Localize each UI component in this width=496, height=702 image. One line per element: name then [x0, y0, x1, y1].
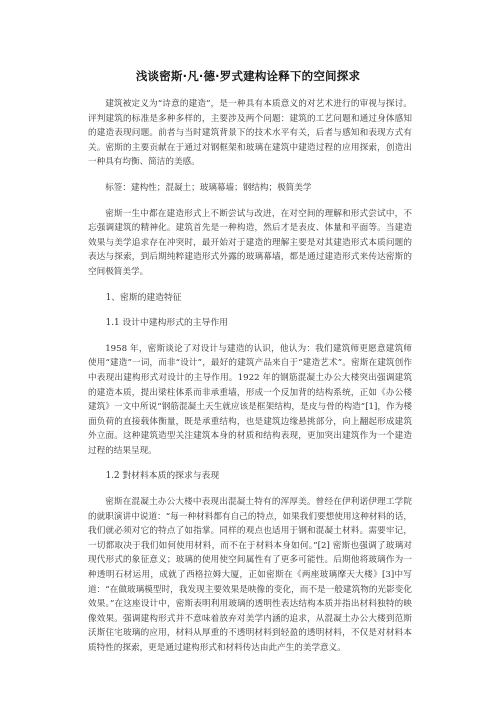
intro-paragraph: 密斯一生中都在建造形式上不断尝试与改进，在对空间的理解和形式尝试中，不忘强调建筑的精神化。建筑首先是一种构造，然后才是表皮、体量和平面等。当建造效果与美学追求存在冲突时，最开始对于建造的理解主要是对其建造形式本质问题的表达与探索，到后期纯粹建造形式外露的玻璃幕墙，都是通过建造形式来传达密斯的空间极简美学。 — [88, 208, 412, 277]
section-1-2-heading: 1.2 對材料本质的探求与表现 — [105, 471, 220, 482]
section-1-1-paragraph: 1958 年，密斯谈论了对设计与建造的认识，他认为：我们建筑师更愿意建筑师使用“建造”一词，而非“设计”，最好的建筑产品来自于“建造艺术”。密斯在建筑创作中表现出建构形式对设计的主导作用。1922 年的钢筋混凝土办公大楼突出强调建筑的建造本质，提出梁柱体系而非承重墙，形成一个反加背的结构系统，正如《办公楼建筑》一文中所说“钢筋混凝土天生就应该是框架结构，是皮与骨的构造”[1]，作为楼面负荷的直接载体衡量，既是承重结构，也是建筑边缘悬挑部分，向上翻起形成建筑外立面。这种建筑造型关注建筑本身的材质和结构表现，更加突出建筑作为一个建造过程的结果呈现。 — [88, 343, 412, 456]
section-1-2-paragraph: 密斯在混凝土办公大楼中表现出混凝土特有的浑厚美。曾经在伊利诺伊理工学院的就职演讲中说道：“每一种材料都有自己的特点，如果我们要想使用这种材料的话，我们就必须对它的特点了如指掌。同样的观点也适用于钢和混凝土材料。需要牢记，一切都取决于我们如何使用材料，而不在于材料本身如何。”[2] 密斯也强调了玻璃对现代形式的象征意义；玻璃的使用使空间属性有了更多可能性。后期他将玻璃作为一种透明石材运用，成就了西格拉姆大厦，正如密斯在《两座玻璃摩天大楼》[3]中写道：“在做玻璃模型时，我发现主要效果是映像的变化，而不是一般建筑物的光影变化效果。”在这座设计中，密斯表明利用玻璃的透明性表达结构本质并指出材料独特的映像效果。强调建构形式并不意味着放弃对美学内涵的追求，从混凝土办公大楼到范斯沃斯住宅玻璃的应用，材料从厚重的不透明材料到轻盈的透明材料，不仅是对材料本质特性的探索，更是通过建构形式和材料传达由此产生的美学意义。 — [88, 497, 412, 653]
article-body — [88, 97, 412, 667]
abstract-paragraph: 建筑被定义为“诗意的建造”，是一种具有本质意义的对艺术进行的审视与探讨。评判建筑的标准是多种多样的，主要涉及两个问题：建筑的工艺问题和通过身体感知的建造表现问题。前者与当时建筑背景下的技术水平有关，后者与感知和表现方式有关。密斯的主要贡献在于通过对钢框架和玻璃在建筑中建造过程的应用探索，创造出一种具有均衡、简洁的美感。 — [88, 99, 412, 168]
section-1-1-heading: 1.1 设计中建构形式的主导作用 — [105, 318, 228, 329]
section-1-heading: 1、密斯的建造特征 — [105, 292, 182, 303]
article-title: 浅谈密斯·凡·德·罗式建构诠释下的空间探求 — [135, 69, 361, 83]
keywords-line: 标签：建构性；混凝土；玻璃幕墙；钢结构；极简美学 — [105, 182, 312, 193]
